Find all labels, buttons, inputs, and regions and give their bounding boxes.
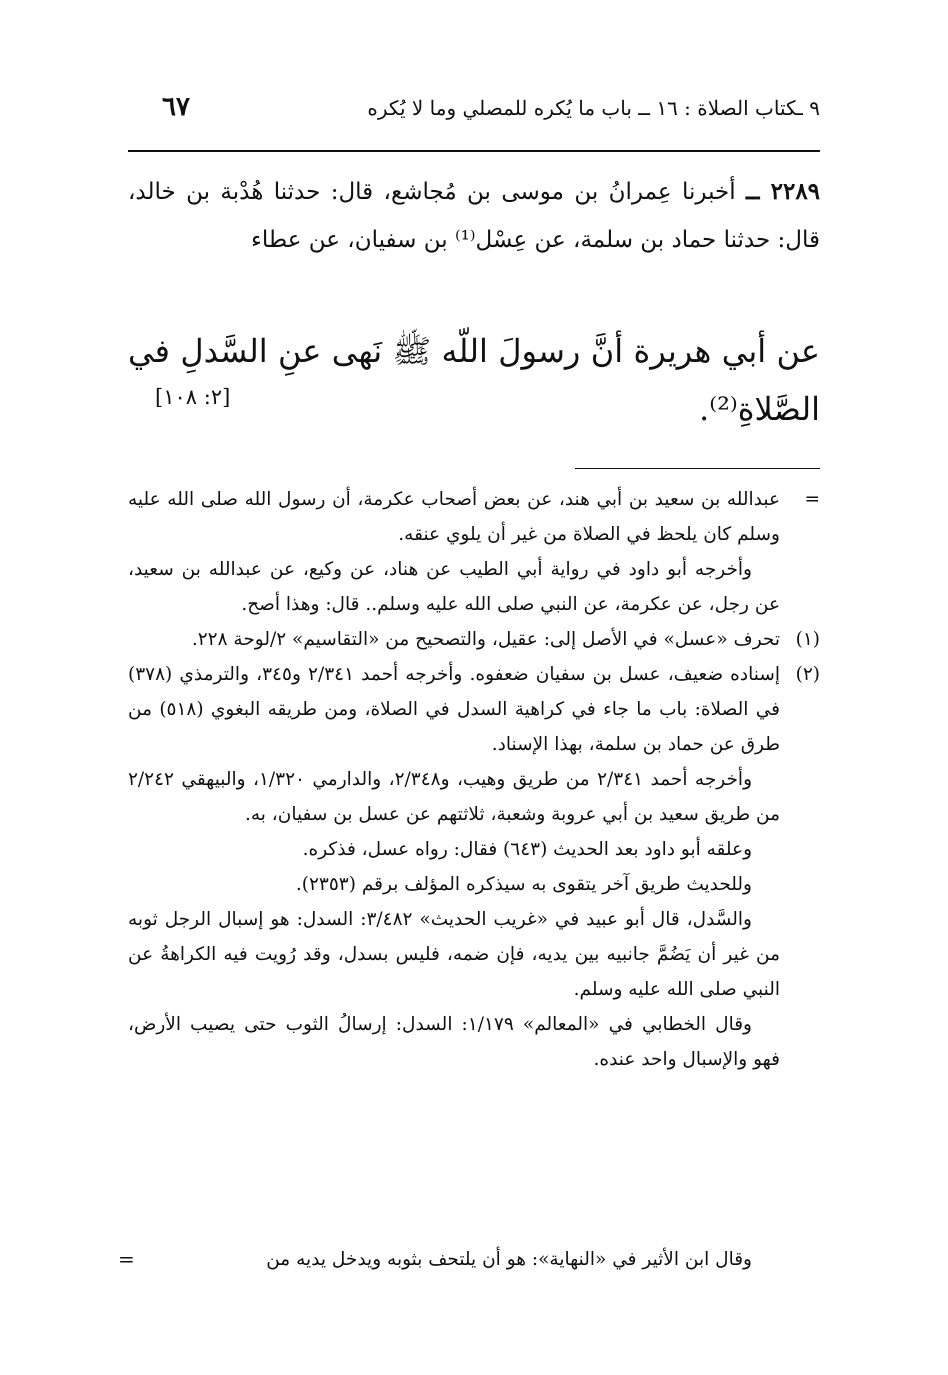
footnote-2-marker: (٢) (795, 664, 820, 685)
continuation-mark: = (118, 1247, 135, 1271)
footnote-continuation (128, 482, 820, 552)
hadith-isnad (128, 168, 820, 264)
footnote-2 (128, 657, 820, 762)
footnote-2-text: إسناده ضعيف، عسل بن سفيان ضعفوه. وأخرجه أحمد ٢/٣٤١ و٣٤٥، والترمذي (٣٧٨) في الصلاة: باب ما جاء في كراهية السدل في الصلاة، ومن طريقه البغوي (٥١٨) من طرق عن حماد بن سلمة، بهذا الإسناد. (128, 664, 780, 755)
footnote-divider (575, 468, 820, 469)
header-divider (128, 150, 820, 152)
hadith-reference: [٢: ١٠٨] (155, 385, 231, 409)
footnote-1 (128, 622, 820, 657)
running-header-title: ٩ ـكتاب الصلاة : ١٦ ــ باب ما يُكره للمصلي وما لا يُكره (367, 96, 820, 120)
footnote-continuation-paragraph: وأخرجه أبو داود في رواية أبي الطيب عن هناد، عن وكيع، عن عبدالله بن سعيد، عن رجل، عن عكرمة، عن النبي صلى الله عليه وسلم.. قال: وهذا أصح. (128, 559, 780, 615)
footnote-2-paragraph: وللحديث طريق آخر يتقوى به سيذكره المؤلف برقم (٢٣٥٣). (295, 874, 752, 895)
footnote-2-paragraph: وقال الخطابي في «المعالم» ١/١٧٩: السدل: إرسالُ الثوب حتى يصيب الأرض، فهو والإسبال واحد عنده. (128, 1014, 780, 1070)
continuation-mark: = (804, 489, 820, 510)
footnote-2-paragraph: وأخرجه أحمد ٢/٣٤١ من طريق وهيب، و٢/٣٤٨، والدارمي ١/٣٢٠، والبيهقي ٢/٢٤٢ من طريق سعيد بن أبي عروبة وشعبة، ثلاثتهم عن عسل بن سفيان، به. (128, 769, 780, 825)
hadith-number: ٢٢٨٩ ــ (746, 178, 821, 205)
footnote-2-paragraph: والسَّدل، قال أبو عبيد في «غريب الحديث» ٣/٤٨٢: السدل: هو إسبال الرجل ثوبه من غير أن يَضُمَّ جانبيه بين يديه، فإن ضمه، فليس بسدل، وقد رُويت فيه الكراهةُ عن النبي صلى الله عليه وسلم. (128, 909, 780, 1000)
page-number: ٦٧ (162, 92, 190, 122)
footnote-continuation-text: عبدالله بن سعيد بن أبي هند، عن بعض أصحاب عكرمة، أن رسول الله صلى الله عليه وسلم كان يلحظ في الصلاة من غير أن يلوي عنقه. (128, 489, 780, 545)
footnote-2-paragraph: وعلقه أبو داود بعد الحديث (٦٤٣) فقال: رواه عسل، فذكره. (302, 839, 752, 860)
footnote-1-text: تحرف «عسل» في الأصل إلى: عقيل، والتصحيح من «التقاسيم» ٢/لوحة ٢٢٨. (191, 629, 780, 650)
hadith-matn: عن أبي هريرة أنَّ رسولَ اللّه ﷺ نَهى عنِ السَّدلِ في الصَّلاةِ⁽²⁾. (128, 332, 820, 428)
footnotes (128, 482, 820, 1077)
footnote-1-marker: (١) (795, 629, 820, 650)
hadith-isnad-text: أخبرنا عِمرانُ بن موسى بن مُجاشع، قال: حدثنا هُدْبة بن خالد، قال: حدثنا حماد بن سلمة، عن عِسْل⁽¹⁾ بن سفيان، عن عطاء (128, 179, 820, 253)
footnote-2-last-line: وقال ابن الأثير في «النهاية»: هو أن يلتحف بثوبه ويدخل يديه من (266, 1249, 752, 1270)
